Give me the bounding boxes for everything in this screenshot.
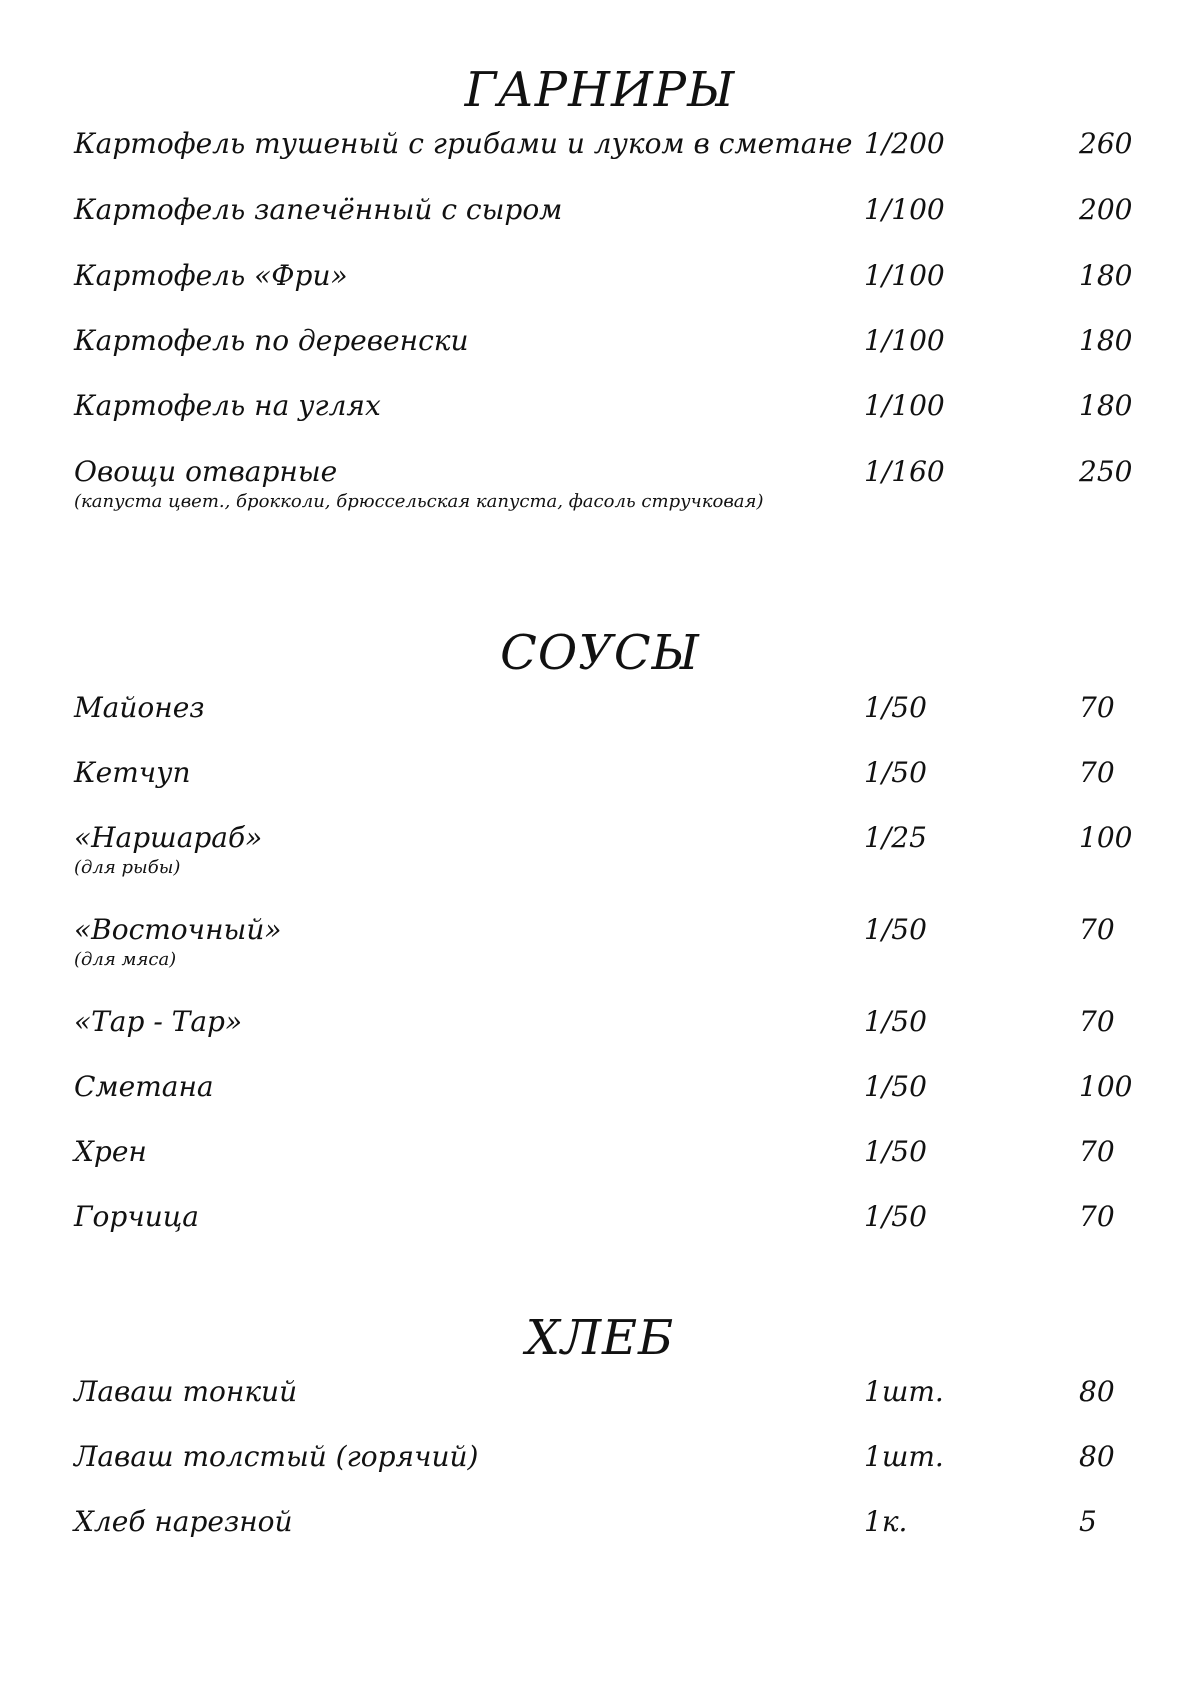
item-name: Сметана [74, 1070, 214, 1103]
item-name: Картофель «Фри» [74, 259, 348, 292]
item-name: Картофель запечённый с сыром [74, 193, 563, 226]
item-name: Картофель тушеный с грибами и луком в сметане [74, 127, 853, 160]
item-price: 70 [1079, 1135, 1115, 1168]
menu-item [74, 1437, 1134, 1497]
item-portion: 1/100 [864, 193, 945, 226]
item-price: 250 [1079, 455, 1133, 488]
menu-item [74, 753, 1134, 813]
item-name: «Наршараб» [74, 821, 263, 854]
menu-item [74, 1372, 1134, 1432]
item-portion: 1шт. [864, 1375, 944, 1408]
menu-item [74, 1002, 1134, 1062]
item-name: Лаваш тонкий [74, 1375, 298, 1408]
item-price: 70 [1079, 913, 1115, 946]
item-price: 200 [1079, 193, 1133, 226]
item-name: Майонез [74, 691, 205, 724]
item-price: 100 [1079, 821, 1133, 854]
item-name: Кетчуп [74, 756, 191, 789]
menu-item [74, 910, 1134, 970]
item-portion: 1шт. [864, 1440, 944, 1473]
menu-item [74, 1197, 1134, 1257]
item-portion: 1/100 [864, 389, 945, 422]
item-portion: 1/50 [864, 1005, 927, 1038]
item-price: 180 [1079, 389, 1133, 422]
menu-item [74, 190, 1134, 250]
menu-item [74, 818, 1134, 878]
item-portion: 1к. [864, 1505, 908, 1538]
item-portion: 1/50 [864, 691, 927, 724]
menu-item [74, 688, 1134, 748]
item-portion: 1/50 [864, 756, 927, 789]
item-name: «Восточный» [74, 913, 282, 946]
item-name: Горчица [74, 1200, 200, 1233]
item-portion: 1/100 [864, 324, 945, 357]
item-portion: 1/50 [864, 913, 927, 946]
item-note: (капуста цвет., брокколи, брюссельская капуста, фасоль стручковая) [74, 491, 764, 512]
item-name: Овощи отварные [74, 455, 338, 488]
item-price: 70 [1079, 1005, 1115, 1038]
item-portion: 1/160 [864, 455, 945, 488]
item-note: (для рыбы) [74, 857, 181, 878]
item-price: 260 [1079, 127, 1133, 160]
item-name: «Тар - Тар» [74, 1005, 243, 1038]
item-price: 70 [1079, 691, 1115, 724]
item-portion: 1/200 [864, 127, 945, 160]
item-portion: 1/25 [864, 821, 927, 854]
menu-item [74, 386, 1134, 446]
item-name: Картофель на углях [74, 389, 381, 422]
item-name: Хрен [74, 1135, 147, 1168]
section-title-garnishes: ГАРНИРЫ [464, 62, 736, 118]
item-price: 80 [1079, 1375, 1115, 1408]
item-portion: 1/100 [864, 259, 945, 292]
menu-item [74, 321, 1134, 381]
section-title-bread: ХЛЕБ [525, 1310, 675, 1366]
item-portion: 1/50 [864, 1200, 927, 1233]
item-name: Картофель по деревенски [74, 324, 469, 357]
item-price: 80 [1079, 1440, 1115, 1473]
menu-item [74, 1067, 1134, 1127]
item-portion: 1/50 [864, 1135, 927, 1168]
item-name: Лаваш толстый (горячий) [74, 1440, 479, 1473]
menu-item [74, 256, 1134, 316]
item-price: 5 [1079, 1505, 1097, 1538]
item-price: 180 [1079, 259, 1133, 292]
menu-item [74, 124, 1134, 184]
item-price: 100 [1079, 1070, 1133, 1103]
item-price: 70 [1079, 756, 1115, 789]
menu-item [74, 1502, 1134, 1562]
menu-item [74, 452, 1134, 512]
section-title-sauces: СОУСЫ [500, 625, 700, 681]
item-price: 70 [1079, 1200, 1115, 1233]
item-portion: 1/50 [864, 1070, 927, 1103]
item-price: 180 [1079, 324, 1133, 357]
item-name: Хлеб нарезной [74, 1505, 293, 1538]
menu-item [74, 1132, 1134, 1192]
item-note: (для мяса) [74, 949, 177, 970]
